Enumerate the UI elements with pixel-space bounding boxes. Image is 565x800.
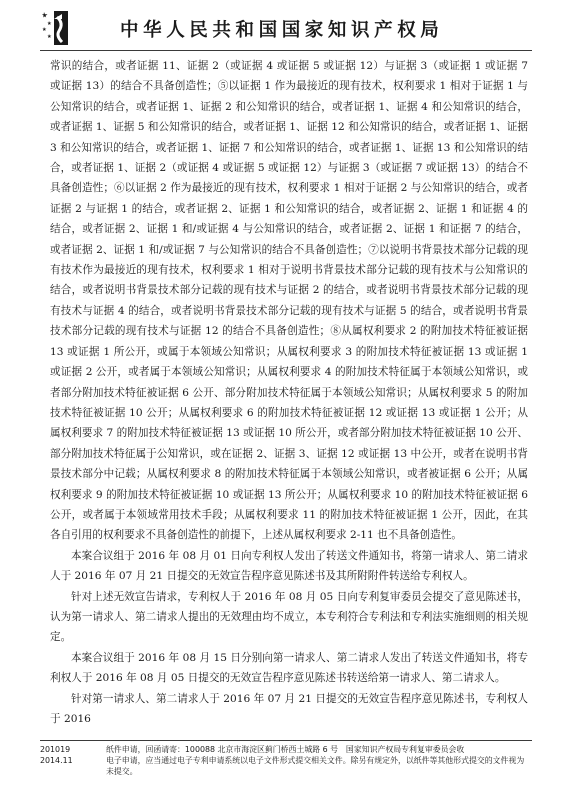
footer-notes [106,744,532,777]
paragraph-patentee-response: 针对上述无效宣告请求，专利权人于 2016 年 08 月 05 日向专利复审委员会提交了意见陈述书，认为第一请求人、第二请求人提出的无效理由均不成立，本专利符合专利法和专利法实施细则的相关规定。 [50,590,528,644]
electronic-filing-note: 电子申请，应当通过电子专利申请系统以电子文件形式提交相关文件。除另有规定外，以纸件等其他形式提交的文件视为未提交。 [106,756,525,776]
form-version: 2014.11 [40,756,73,765]
page-header [0,0,565,52]
paper-mail-note: 纸件申请，回函请寄：100088 北京市海淀区蓟门桥西土城路 6 号 国家知识产权局专利复审委员会收 [106,745,465,754]
paragraph-creativity-arguments: 常识的结合，或者证据 11、证据 2（或证据 4 或证据 5 或证据 12）与证据 3（或证据 1 或证据 7 或证据 13）的结合不具备创造性；⑤以证据 1 作为最接近的现有技术，权利要求 1 相对于证据 1 与公知常识的结合，或者证据 1、证据 2 和公知常识的结合，或者证据 1、证据 4 和公知常识的结合，或者证据 1、证据 5 和公知常识的结合，或者证据 1、证据 12 和公知常识的结合，或者证据 1、证据 3 和公知常识的结合，或者证据 1、证据 7 和公知常识的结合，或者证据 1、证据 13 和公知常识的结合，或者证据 1、证据 2（或证据 4 或证据 5 或证据 12）与证据 3（或证据 7 或证据 13）的结合不具备创造性；⑥以证据 2 作为最接近的现有技术，权利要求 1 相对于证据 2 与公知常识的结合，或者证据 2 与证据 1 的结合，或者证据 2、证据 1 和公知常识的结合，或者证据 2、证据 1 和证据 4 的结合，或者证据 2、证据 1 和/或证据 4 与公知常识的结合，或者证据 2、证据 1 和证据 7 的结合，或者证据 2、证据 1 和/或证据 7 与公知常识的结合不具备创造性；⑦以说明书背景技术部分记载的现有技术作为最接近的现有技术，权利要求 1 相对于说明书背景技术部分记载的现有技术与公知常识的结合，或者说明书背景技术部分记载的现有技术与证据 2 的结合，或者说明书背景技术部分记载的现有技术与证据 4 的结合，或者说明书背景技术部分记载的现有技术与证据 5 的结合，或者说明书背景技术部分记载的现有技术与证据 12 的结合不具备创造性；⑧从属权利要求 2 的附加技术特征被证据 13 或证据 1 所公开，或属于本领域公知常识；从属权利要求 3 的附加技术特征被证据 13 或证据 1 或证据 2 公开，或者属于本领域公知常识；从属权利要求 4 的附加技术特征属于本领域公知常识，或者部分附加技术特征被证据 6 公开、部分附加技术特征属于本领域公知常识；从属权利要求 5 的附加技术特征被证据 10 公开；从属权利要求 6 的附加技术特征被证据 12 或证据 13 或证据 1 公开；从属权利要求 7 的附加技术特征被证据 13 或证据 10 所公开，或者部分附加技术特征被证据 10 公开、部分附加技术特征属于公知常识，或在证据 2、证据 3、证据 12 或证据 13 中公开，或者在说明书背景技术部分中记载；从属权利要求 8 的附加技术特征属于本领域公知常识，或者被证据 6 公开；从属权利要求 9 的附加技术特征被证据 10 或证据 13 所公开；从属权利要求 10 的附加技术特征被证据 6 公开，或者属于本领域常用技术手段；从属权利要求 11 的附加技术特征被证据 1 公开，因此，在其各自引用的权利要求不具备创造性的前提下，上述从属权利要求 2-11 也不具备创造性。 [50,60,528,542]
cnipa-logo-icon [40,9,70,47]
paragraph-continuation: 针对第一请求人、第二请求人于 2016 年 07 月 21 日提交的无效宣告程序意见陈述书，专利权人于 2016 [50,692,528,725]
paragraph-transfer-notice-1: 本案合议组于 2016 年 08 月 01 日向专利权人发出了转送文件通知书，将第一请求人、第二请求人于 2016 年 07 月 21 日提交的无效宣告程序意见陈述书及其所附附件转送给专利权人。 [50,549,528,583]
form-code: 201019 [40,745,71,754]
document-body [50,56,528,729]
organization-title: 中华人民共和国国家知识产权局 [120,20,444,41]
header-divider [40,50,532,51]
footer-divider [40,740,532,741]
paragraph-transfer-notice-2: 本案合议组于 2016 年 08 月 15 日分别向第一请求人、第二请求人发出了转送文件通知书，将专利权人于 2016 年 08 月 05 日提交的无效宣告程序意见陈述书转送给第一请求人、第二请求人。 [50,651,528,685]
form-codes [40,744,100,766]
